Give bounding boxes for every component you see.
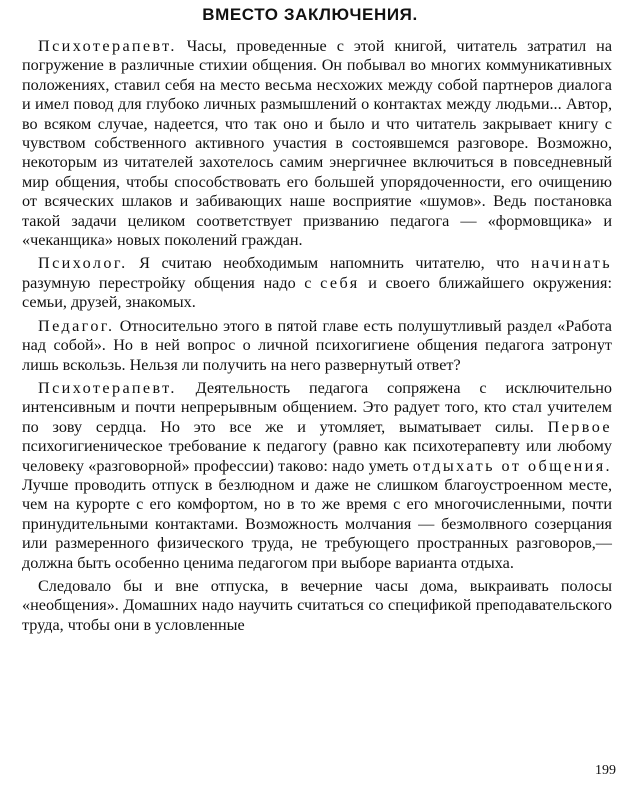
paragraph-text: Лучше проводить отпуск в безлюдном и даже не слишком благоустроенном месте, чем на курорте с его комфортом, но в то же время с его многочисленными, почти принудительными контактами. Возможность молчания — безмолвного созерцания или размеренного физического труда, не требующего пространных разговоров,— должна быть особенно ценима педагогом при выборе варианта отдыха. — [22, 475, 612, 572]
paragraph-text: Я считаю необходимым напомнить читателю, что — [127, 254, 531, 273]
paragraph-pedagogue — [22, 317, 612, 375]
paragraph-psychotherapist-1 — [22, 37, 612, 250]
chapter-heading: ВМЕСТО ЗАКЛЮЧЕНИЯ. — [202, 5, 418, 24]
speaker-label: Психотерапевт. — [38, 378, 177, 397]
paragraph-psychologist — [22, 254, 612, 312]
body-text — [22, 37, 612, 637]
speaker-label: Психолог. — [38, 254, 128, 273]
spaced-emphasis: начинать — [530, 254, 612, 273]
paragraph-text: Деятельность педагога сопряжена с исключительно интенсивным и почти непрерывным общением. Это радует того, кто стал учителем по зову сердца. Но это все же и утомляет, выматывает силы. — [22, 378, 612, 436]
spaced-emphasis: Первое — [547, 417, 612, 436]
paragraph-text: и своего ближайшего окружения: семьи, друзей, знакомых. — [22, 273, 612, 312]
paragraph-psychotherapist-2 — [22, 379, 612, 573]
paragraph-text: психогигиеническое требование к педагогу (равно как психотерапевту или любому человеку «разговорной» профессии) таково: надо уметь — [22, 437, 612, 475]
spaced-emphasis: себя — [320, 273, 360, 292]
paragraph-text: Относительно этого в пятой главе есть полушутливый раздел «Работа над собой». Но в ней вопрос о личной психогигиене общения педагога затронут лишь вскользь. Нельзя ли получить на него развернутый ответ? — [22, 316, 612, 374]
spaced-emphasis: отдыхать от общения. — [412, 456, 612, 475]
speaker-label: Психотерапевт. — [38, 37, 177, 55]
paragraph-text: Следовало бы и вне отпуска, в вечерние часы дома, выкраивать полосы «необщения». Домашних надо научить считаться со спецификой преподавательского труда, чтобы они в условленные — [22, 576, 612, 634]
paragraph-text: Часы, проведенные с этой книгой, читатель затратил на погружение в различные стихии общения. Он побывал во многих коммуникативных положениях, ставил себя на место весьма несхожих между собой партнеров диалога и имел повод для глубоко личных размышлений о контактах между людьми... Автор, во всяком случае, надеется, что так оно и было и что читатель закрывает книгу с чувством собственного активного участия в состоявшемся разговоре. Возможно, некоторым из читателей захотелось самим энергичнее включиться в повседневный мир общения, чтобы способствовать его большей упорядоченности, его очищению от всяческих шлаков и забивающих наше восприятие «шумов». Ведь постановка такой задачи целиком соответствует призванию педагога — «формовщика» и «чеканщика» новых поколений граждан. — [22, 37, 612, 250]
paragraph-text: разумную перестройку общения надо с — [22, 273, 321, 292]
page-number: 199 — [595, 763, 616, 778]
speaker-label: Педагог. — [38, 316, 115, 335]
paragraph-continuation — [22, 577, 612, 635]
